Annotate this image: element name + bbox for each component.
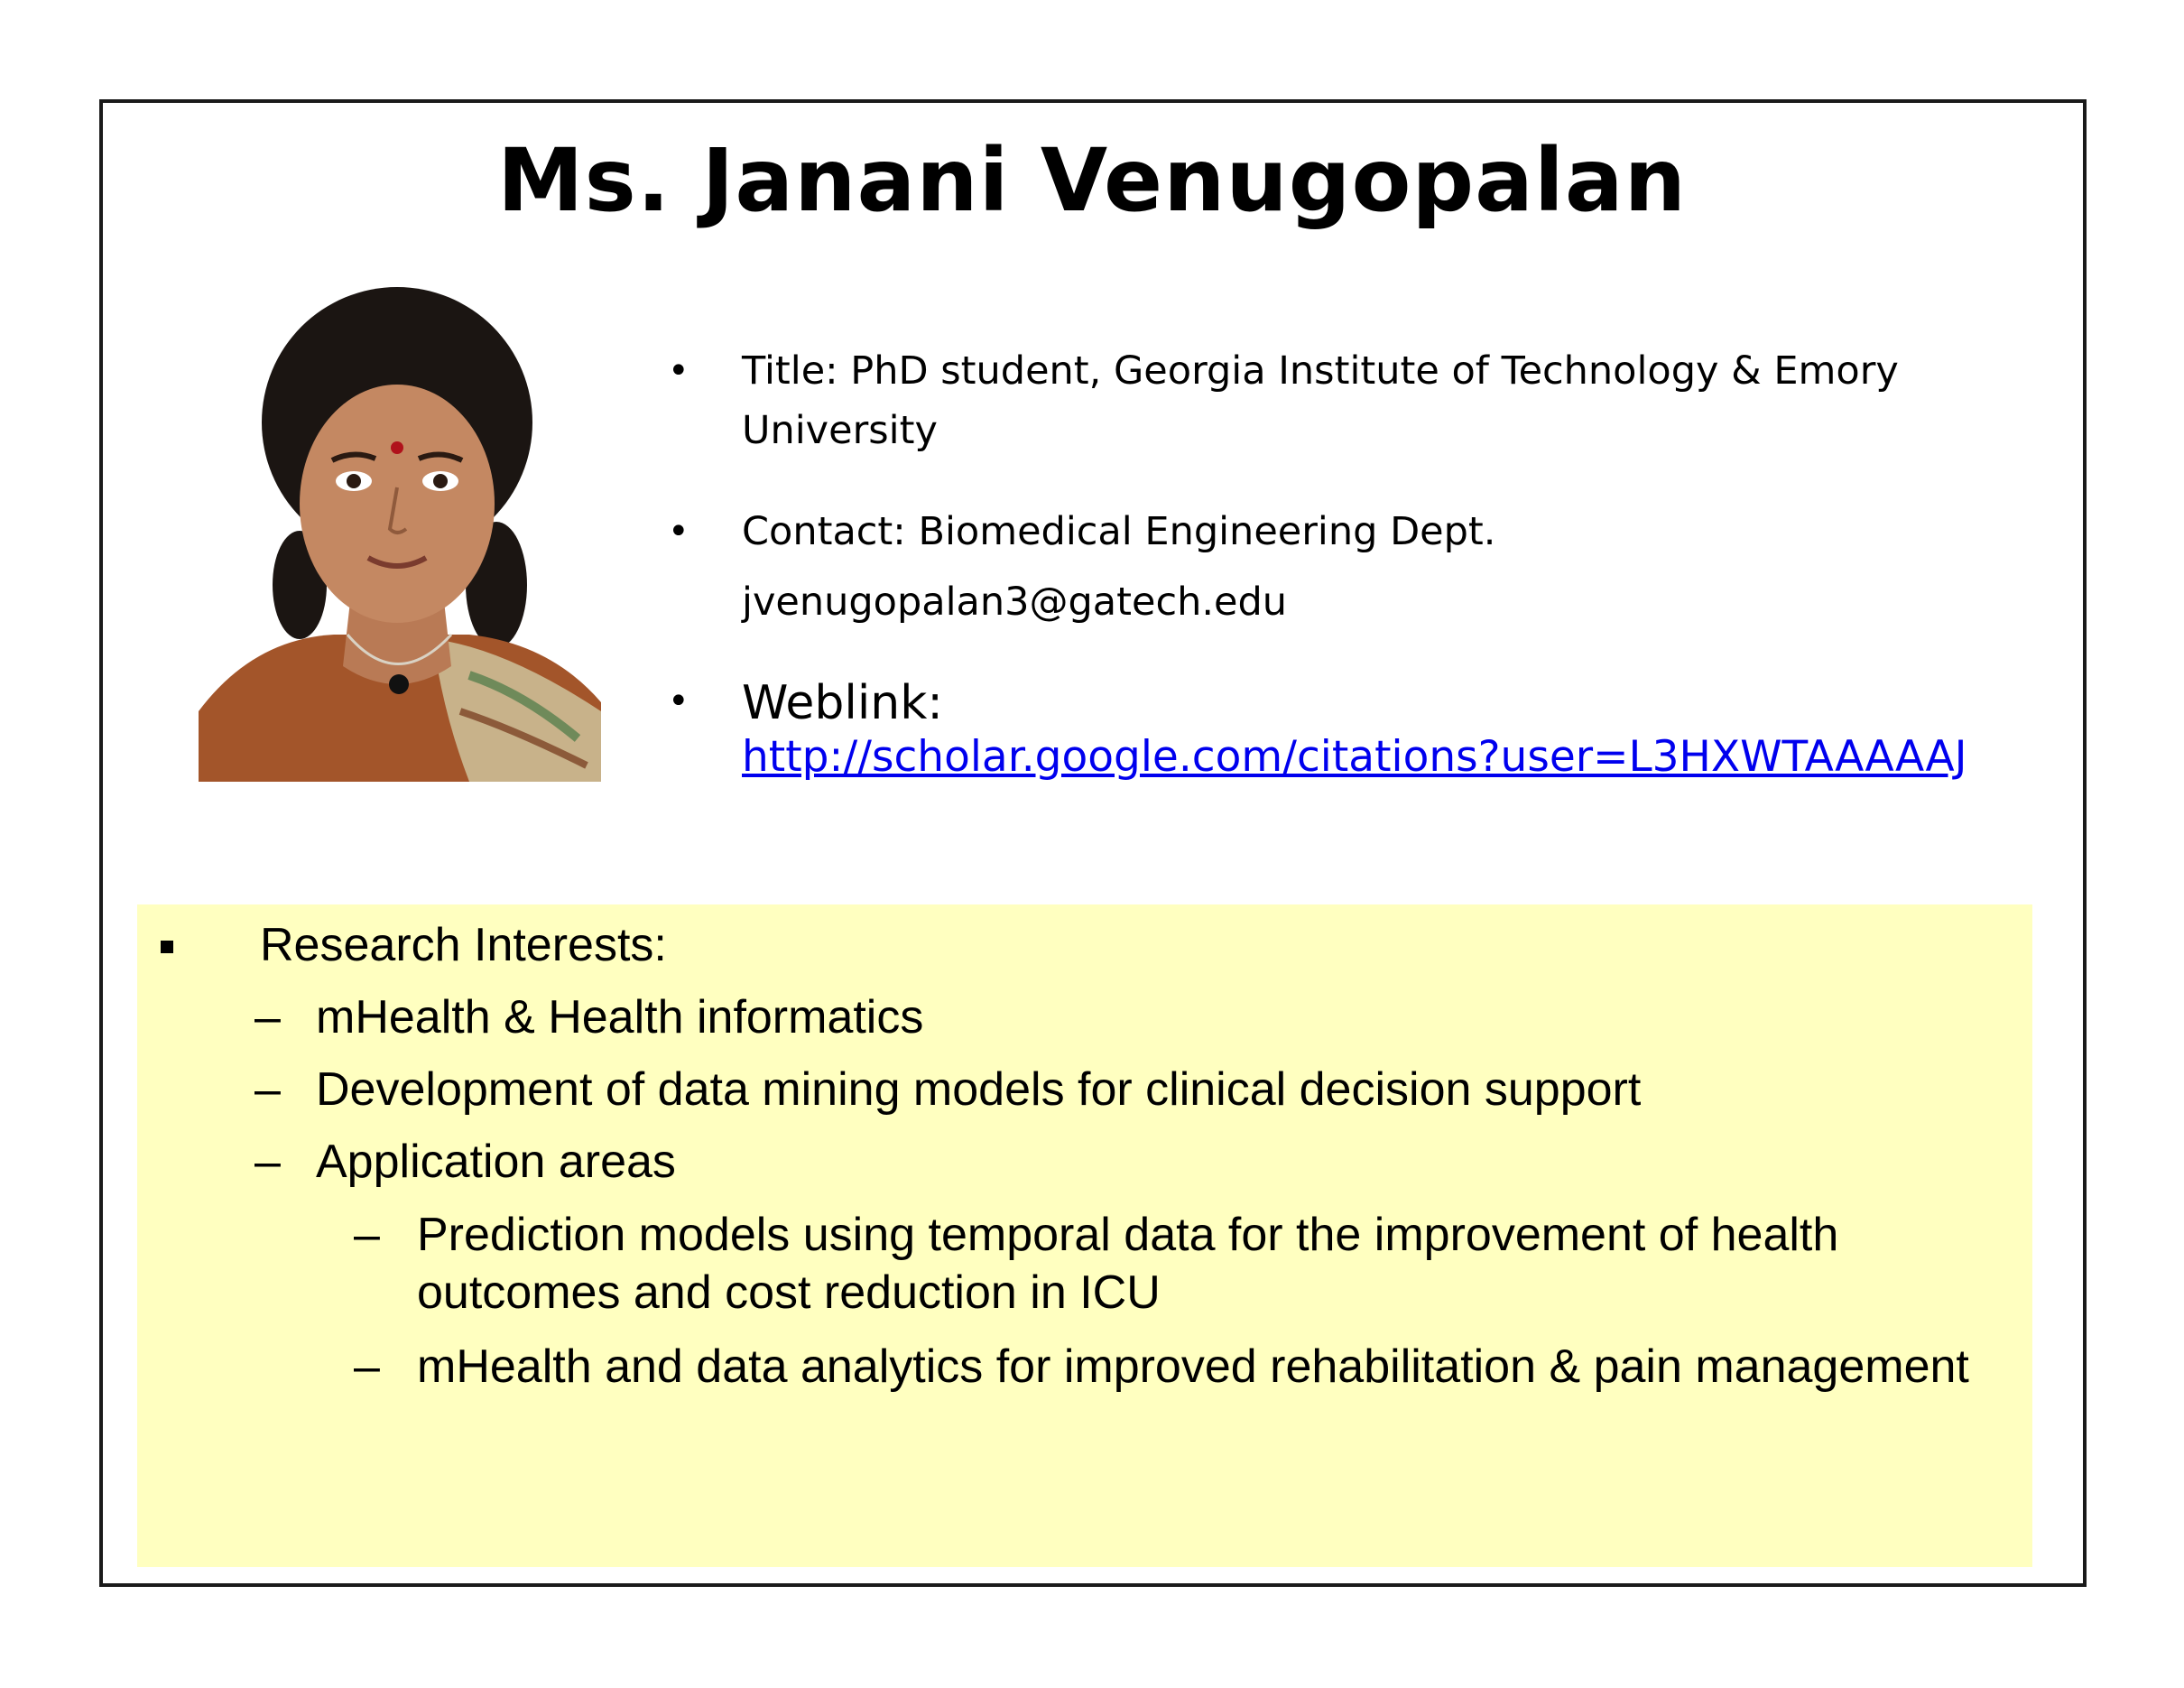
list-item-text: Application areas bbox=[316, 1136, 676, 1188]
title-text: Title: PhD student, Georgia Institute of Technology & Emory University bbox=[742, 348, 1899, 453]
profile-details bbox=[668, 341, 1985, 780]
contact-item bbox=[668, 502, 1985, 632]
title-item bbox=[668, 341, 1985, 460]
profile-photo bbox=[199, 287, 601, 782]
bullet-icon: • bbox=[668, 681, 689, 722]
sub-list-item bbox=[354, 1338, 1996, 1396]
sub-list-item bbox=[354, 1206, 1996, 1322]
list-item-text: mHealth & Health informatics bbox=[316, 991, 924, 1043]
sub-list-item-text: Prediction models using temporal data for the improvement of health outcomes and cost reduction in ICU bbox=[417, 1209, 1839, 1319]
dash-icon: – bbox=[354, 1340, 380, 1393]
dash-icon: – bbox=[354, 1209, 380, 1261]
research-interests-box bbox=[137, 904, 2032, 1567]
bullet-icon: • bbox=[668, 350, 689, 392]
scholar-link[interactable]: http://scholar.google.com/citations?user=L3HXWTAAAAAJ bbox=[742, 732, 1967, 782]
square-bullet-icon bbox=[161, 941, 173, 953]
dash-icon: – bbox=[254, 1063, 281, 1116]
dash-icon: – bbox=[254, 1136, 281, 1188]
sub-list-item-text: mHealth and data analytics for improved rehabilitation & pain management bbox=[417, 1340, 1969, 1393]
page-title: Ms. Janani Venugopalan bbox=[497, 130, 1687, 231]
list-item-text: Development of data mining models for clinical decision support bbox=[316, 1063, 1642, 1116]
bullet-icon: • bbox=[668, 511, 689, 552]
contact-text: Contact: Biomedical Engineering Dept. bbox=[742, 509, 1496, 554]
research-heading-text: Research Interests: bbox=[260, 919, 667, 971]
email-text: jvenugopalan3@gatech.edu bbox=[742, 580, 1288, 625]
weblink-item bbox=[668, 672, 1985, 780]
dash-icon: – bbox=[254, 991, 281, 1043]
weblink-label: Weblink: bbox=[742, 676, 943, 730]
